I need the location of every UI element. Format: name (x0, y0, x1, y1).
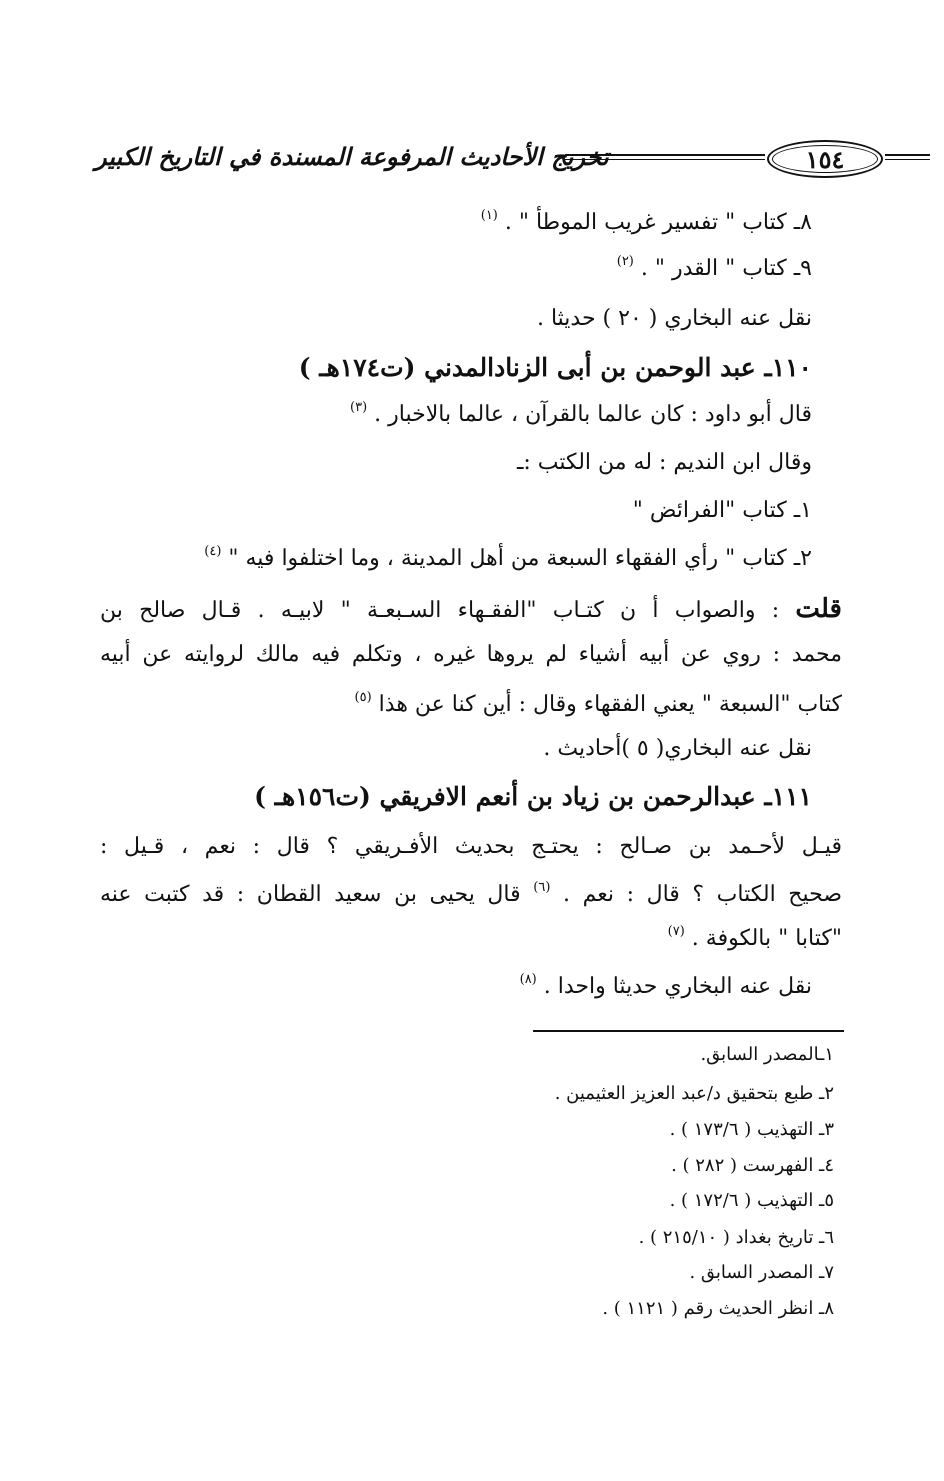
bukhari-count-text: نقل عنه البخاري ( ٢٠ ) حديثا . (536, 306, 812, 331)
bukhari-count-111 (520, 972, 812, 1000)
footnote-separator (533, 1030, 844, 1032)
bukhari-count-111-text: نقل عنه البخاري حديثا واحدا . (543, 974, 812, 999)
book-item-2 (204, 544, 812, 572)
book-item-8-text: ٨ـ كتاب " تفسير غريب الموطأ " . (504, 210, 812, 235)
book-item-9 (617, 254, 812, 282)
footnote-1: ١ـالمصدر السابق. (700, 1044, 834, 1065)
running-header (95, 136, 845, 182)
qult-line-1-text: : والصواب أ ن كتـاب "الفقـهاء السـبعـة " لابيـه . قـال صالح بن (100, 598, 780, 623)
entry-heading-110-text: ١١٠ـ عبد الوحمن بن أبى الزنادالمدني (ت١٧٤هـ ) (298, 353, 812, 382)
bukhari-count-110-text: نقل عنه البخاري( ٥ )أحاديث . (543, 736, 812, 761)
entry-111-line-1-text: قيـل لأحـمد بن صـالح : يحتـج بحديث الأفـريقي ؟ قال : نعم ، قـيل : (100, 834, 842, 859)
bukhari-count-110-prev (537, 306, 812, 332)
qult-paragraph-line-1 (100, 594, 842, 625)
qult-paragraph-line-3 (355, 690, 842, 718)
footnote-ref-7: (٧) (667, 924, 685, 939)
footnote-6: ٦ـ تاريخ بغداد ( ٢١٥/١٠ ) . (638, 1227, 834, 1248)
footnote-ref-6: (٦) (533, 880, 551, 895)
book-item-1 (633, 498, 812, 524)
book-item-2-text: ٢ـ كتاب " رأي الفقهاء السبعة من أهل المدينة ، وما اختلفوا فيه " (228, 546, 812, 571)
running-title: تخريج الأحاديث المرفوعة المسندة في التاريخ الكبير (95, 142, 609, 171)
entry-111-line-2a-text: صحيح الكتاب ؟ قال : نعم . (563, 882, 842, 907)
footnote-ref-8: (٨) (519, 972, 537, 987)
abu-dawud-quote (350, 400, 812, 428)
ibn-nadim-quote (517, 450, 812, 476)
qult-line-3-text: كتاب "السبعة " يعني الفقهاء وقال : أين كنا عن هذا (378, 692, 842, 717)
page-number: ١٥٤ (805, 144, 845, 174)
book-item-1-text: ١ـ كتاب "الفرائض " (632, 498, 812, 523)
entry-heading-110 (299, 353, 812, 383)
footnote-5: ٥ـ التهذيب ( ١٧٢/٦ ) . (669, 1190, 834, 1211)
entry-111-line-3-text: "كتابا " بالكوفة . (691, 926, 842, 951)
qult-paragraph-line-2 (100, 642, 842, 668)
qult-word: قلت (795, 594, 842, 624)
footnote-4: ٤ـ الفهرست ( ٢٨٢ ) . (671, 1155, 834, 1176)
entry-111-line-3 (668, 924, 842, 952)
entry-111-line-2b-text: قال يحيى بن سعيد القطان : قد كتبت عنه (100, 882, 521, 907)
book-item-9-text: ٩ـ كتاب " القدر " . (640, 256, 812, 281)
abu-dawud-text: قال أبو داود : كان عالما بالقرآن ، عالما بالاخبار . (374, 402, 812, 427)
footnote-ref-4: (٤) (204, 544, 222, 559)
book-item-8 (481, 208, 812, 236)
entry-111-line-1 (100, 834, 842, 860)
footnote-ref-2: (٢) (616, 254, 634, 269)
footnote-7: ٧ـ المصدر السابق . (689, 1262, 834, 1283)
header-rule-right (885, 154, 930, 160)
qult-line-2-text: محمد : روي عن أبيه أشياء لم يروها غيره ، وتكلم فيه مالك لروايته عن أبيه (100, 642, 842, 667)
footnote-ref-3: (٣) (350, 400, 368, 415)
bukhari-count-110 (543, 736, 812, 762)
footnote-8: ٨ـ انظر الحديث رقم ( ١١٢١ ) . (602, 1298, 834, 1319)
footnote-2: ٢ـ طبع بتحقيق د/عبد العزيز العثيمين . (554, 1083, 834, 1104)
entry-heading-111 (254, 782, 812, 812)
header-rule-left (565, 154, 765, 160)
footnote-ref-5: (٥) (354, 690, 372, 705)
ibn-nadim-text: وقال ابن النديم : له من الكتب :ـ (516, 450, 812, 475)
page-number-oval (767, 140, 883, 178)
footnote-ref-1: (١) (480, 208, 498, 223)
footnote-3: ٣ـ التهذيب ( ١٧٣/٦ ) . (669, 1119, 834, 1140)
entry-heading-111-text: ١١١ـ عبدالرحمن بن زياد بن أنعم الافريقي (ت١٥٦هـ ) (254, 782, 812, 811)
entry-111-line-2 (100, 880, 842, 908)
